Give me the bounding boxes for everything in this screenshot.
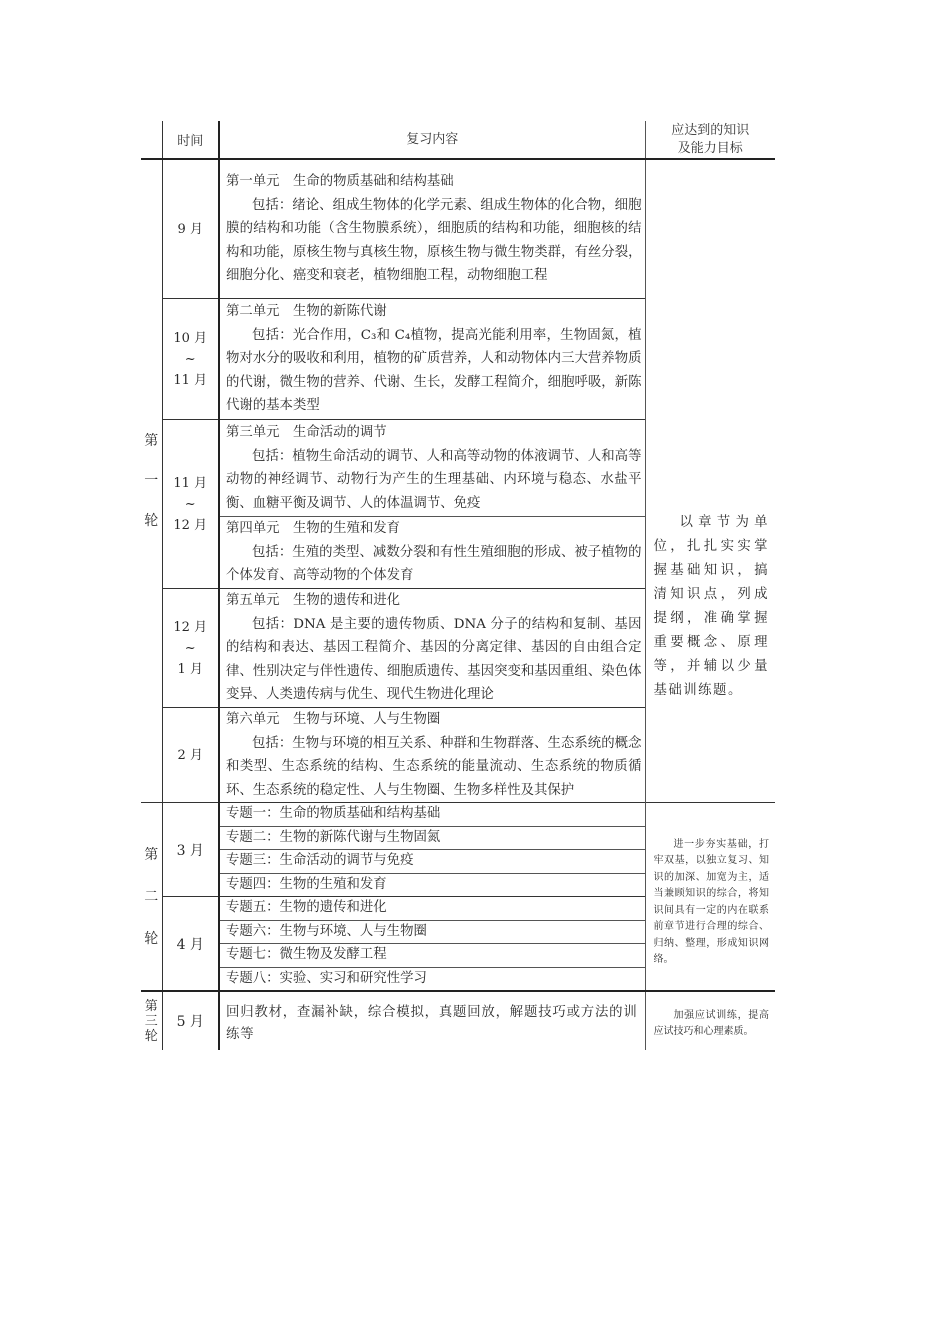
topic-item: 专题八：实验、实习和研究性学习	[226, 970, 427, 986]
unit-title: 第一单元 生命的物质基础和结构基础	[226, 174, 454, 190]
month-cell: 3 月	[162, 803, 219, 897]
header-goal	[645, 121, 775, 159]
topic-item: 专题五：生物的遗传和进化	[220, 897, 645, 921]
table-header-row	[141, 121, 775, 159]
month-cell: 12 月 ~ 1 月	[162, 589, 219, 708]
round3-content-cell	[219, 991, 645, 1050]
round3-goal-cell	[645, 991, 775, 1050]
unit-title: 第四单元 生物的生殖和发育	[226, 521, 401, 537]
unit-cell	[219, 299, 645, 420]
topic-item: 专题七：微生物及发酵工程	[220, 944, 645, 968]
round3-content: 回归教材，查漏补缺，综合模拟，真题回放，解题技巧或方法的训练等	[226, 1005, 638, 1042]
unit-desc: 包括：光合作用，C₃和 C₄植物，提高光能利用率，生物固氮，植物对水分的吸收和利用，植物的矿质营养，人和动物体内三大营养物质的代谢，微生物的营养、代谢、生长，发酵工程简介，细胞呼吸，新陈代谢的基本类型	[226, 327, 642, 414]
header-round-cell	[141, 121, 162, 159]
topic-item: 专题三：生命活动的调节与免疫	[220, 850, 645, 874]
topic-item: 专题二：生物的新陈代谢与生物固氮	[220, 827, 645, 851]
month-cell: 5 月	[162, 991, 219, 1050]
unit-cell	[219, 708, 645, 803]
topic-item: 专题一：生命的物质基础和结构基础	[220, 803, 645, 827]
month-cell: 10 月 ~ 11 月	[162, 299, 219, 420]
round1-goal-cell	[645, 159, 775, 803]
unit-cell	[219, 517, 645, 589]
month-cell: 11 月 ~ 12 月	[162, 420, 219, 589]
unit-desc: 包括：绪论、组成生物体的化学元素、组成生物体的化合物，细胞膜的结构和功能（含生物膜系统），细胞质的结构和功能，细胞核的结构和功能，原核生物与真核生物，原核生物与微生物类群，有丝分裂，细胞分化、癌变和衰老，植物细胞工程，动物细胞工程	[226, 197, 642, 284]
month-cell: 4 月	[162, 897, 219, 992]
header-content: 复习内容	[219, 121, 645, 159]
unit-cell	[219, 159, 645, 299]
unit-desc: 包括：生物与环境的相互关系、种群和生物群落、生态系统的概念和类型、生态系统的结构、生态系统的能量流动、生态系统的物质循环、生态系统的稳定性、人与生物圈、生物多样性及其保护	[226, 735, 642, 798]
unit-desc: 包括：DNA 是主要的遗传物质、DNA 分子的结构和复制、基因的结构和表达、基因工程简介、基因的分离定律、基因的自由组合定律、性别决定与伴性遗传、细胞质遗传、基因突变和基因重组、染色体变异、人类遗传病与优生、现代生物进化理论	[226, 616, 642, 703]
topic-list	[219, 803, 645, 897]
month-cell: 2 月	[162, 708, 219, 803]
round1-label: 第 一 轮	[141, 159, 162, 803]
round2-goal: 进一步夯实基础，打牢双基，以独立复习、知识的加深、加宽为主，适当兼顾知识的综合，将知识间具有一定的内在联系前章节进行合理的综合、归纳、整理，形成知识网络。	[653, 838, 769, 965]
round3-label: 第 三 轮	[141, 991, 162, 1050]
table-row	[141, 159, 775, 299]
header-goal-line2: 及能力目标	[677, 140, 743, 156]
unit-desc: 包括：植物生命活动的调节、人和高等动物的体液调节、人和高等动物的神经调节、动物行为产生的生理基础、内环境与稳态、水盐平衡、血糖平衡及调节、人的体温调节、免疫	[226, 448, 642, 511]
round2-label: 第 二 轮	[141, 803, 162, 992]
topic-item: 专题四：生物的生殖和发育	[226, 876, 387, 892]
table-row	[141, 991, 775, 1050]
unit-title: 第三单元 生命活动的调节	[226, 425, 387, 441]
unit-title: 第五单元 生物的遗传和进化	[226, 593, 401, 609]
header-goal-line1: 应达到的知识	[671, 122, 750, 138]
round1-goal: 以章节为单位，扎扎实实掌握基础知识，搞清知识点，列成提纲，准确掌握重要概念、原理等，并辅以少量基础训练题。	[653, 515, 769, 698]
unit-desc: 包括：生殖的类型、减数分裂和有性生殖细胞的形成、被子植物的个体发育、高等动物的个体发育	[226, 544, 642, 584]
round3-goal: 加强应试训练，提高应试技巧和心理素质。	[653, 1009, 769, 1037]
unit-cell	[219, 420, 645, 517]
round2-goal-cell	[645, 803, 775, 992]
table-row	[141, 803, 775, 897]
header-time: 时间	[162, 121, 219, 159]
topic-item: 专题六：生物与环境、人与生物圈	[220, 921, 645, 945]
topic-list	[219, 897, 645, 992]
unit-title: 第二单元 生物的新陈代谢	[226, 304, 387, 320]
month-cell: 9 月	[162, 159, 219, 299]
review-plan-table	[141, 121, 775, 1050]
unit-cell	[219, 589, 645, 708]
unit-title: 第六单元 生物与环境、人与生物圈	[226, 712, 441, 727]
